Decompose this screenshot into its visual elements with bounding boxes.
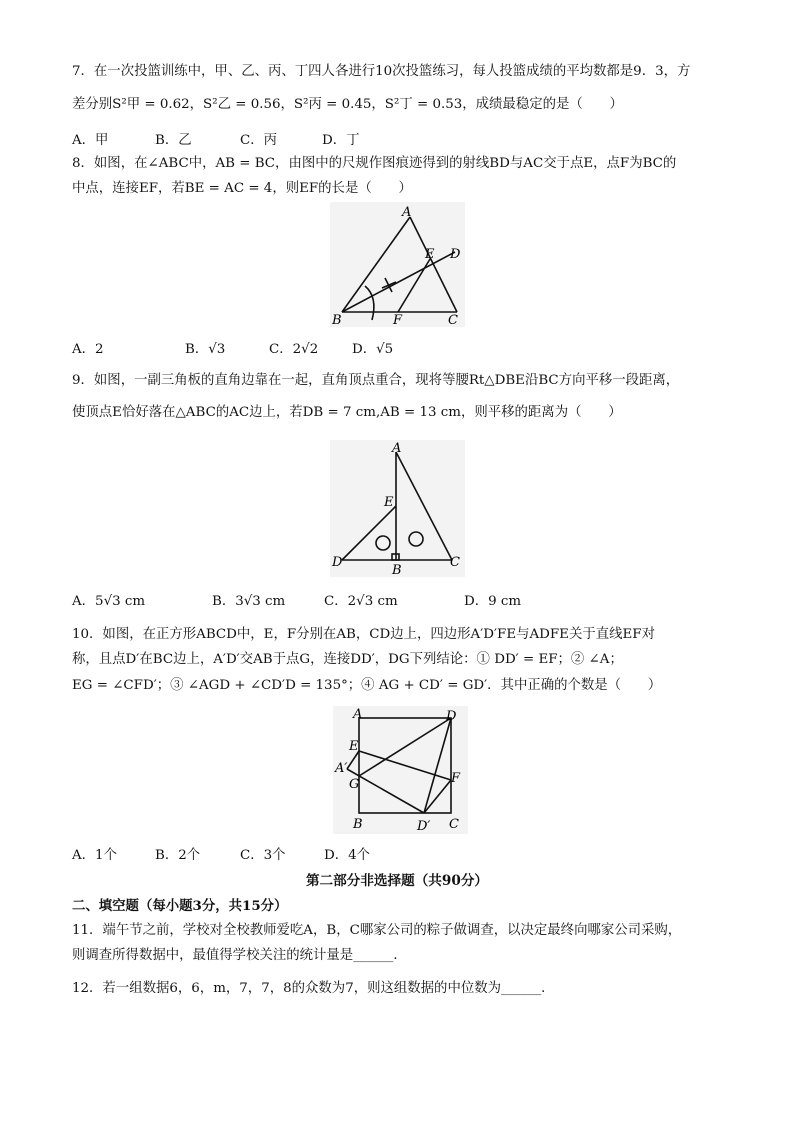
section2-title: 二、填空题（每小题3分，共15分） [72,898,288,914]
q8-label-c: C [448,313,458,327]
q10-label-a-prime: A′ [335,761,348,776]
q8-option-d: D．√5 [352,342,394,357]
q10-label-c: C [449,817,459,832]
q10-label-e: E [349,739,359,754]
q9-option-c: C．2√3 cm [324,594,398,609]
q7-line1: 7．在一次投篮训练中，甲、乙、丙、丁四人各进行10次投篮练习，每人投篮成绩的平均数都是9．3，方 [72,64,691,79]
q10-label-b: B [353,817,363,832]
q10-label-d-prime: D′ [417,819,431,834]
q7-option-c: C．丙 [240,133,278,148]
q12-line1: 12．若一组数据6，6，m，7，7，8的众数为7，则这组数据的中位数为______． [72,981,555,996]
q9-label-b: B [392,563,402,577]
q7-option-a: A．甲 [72,133,109,148]
q10-label-a: A [353,707,363,722]
q8-option-a: A．2 [72,342,104,357]
q9-figure [330,440,465,577]
q10-option-c: C．3个 [240,848,286,863]
q9-option-b: B．3√3 cm [212,594,286,609]
q9-option-a: A．5√3 cm [72,594,146,609]
q11-line1: 11．端午节之前，学校对全校教师爱吃A，B，C哪家公司的粽子做调查，以决定最终向哪家公司采购， [72,923,682,938]
q9-label-d: D [332,555,343,570]
q10-option-d: D．4个 [324,848,371,863]
q8-label-e: E [425,247,435,262]
q8-label-d: D [450,247,461,262]
q8-option-c: C．2√2 [269,342,319,357]
q10-label-g: G [349,777,360,792]
q9-line1: 9．如图，一副三角板的直角边靠在一起，直角顶点重合，现将等腰Rt△DBE沿BC方向平移一段距离， [72,373,680,388]
q8-line1: 8．如图，在∠ABC中，AB = BC，由图中的尺规作图痕迹得到的射线BD与AC交于点E，点F为BC的 [72,156,677,171]
q10-label-d: D [446,709,457,724]
q8-label-a: A [402,205,412,220]
q10-line1: 10．如图，在正方形ABCD中，E，F分别在AB，CD边上，四边形A′D′FE与ADFE关于直线EF对 [72,627,655,642]
part2-title: 第二部分非选择题（共90分） [305,873,489,889]
q10-label-f: F [451,771,461,786]
q11-line2: 则调查所得数据中，最值得学校关注的统计量是______． [72,948,407,963]
q9-line2: 使顶点E恰好落在△ABC的AC边上，若DB = 7 cm,AB = 13 cm，则平移的距离为（ ） [72,405,622,420]
q9-label-c: C [450,555,460,570]
q10-line3: EG = ∠CFD′；③ ∠AGD + ∠CD′D = 135°；④ AG + CD′ = GD′．其中正确的个数是（ ） [72,678,662,693]
q8-line2: 中点，连接EF，若BE = AC = 4，则EF的长是（ ） [72,181,412,196]
q8-label-b: B [332,313,342,327]
q10-option-a: A．1个 [72,848,117,863]
q9-label-a: A [392,441,402,456]
q8-figure [330,202,465,327]
q7-option-d: D．丁 [322,133,360,148]
q7-option-b: B．乙 [155,133,192,148]
q9-label-e: E [384,495,394,510]
q9-option-d: D．9 cm [464,594,522,609]
q8-option-b: B．√3 [185,342,226,357]
q10-option-b: B．2个 [155,848,201,863]
q10-figure [333,706,468,834]
q8-label-f: F [393,313,403,327]
q7-line2: 差分别S²甲 = 0.62，S²乙 = 0.56，S²丙 = 0.45，S²丁 = 0.53，成绩最稳定的是（ ） [72,97,623,112]
q10-line2: 称，且点D′在BC边上，A′D′交AB于点G，连接DD′，DG下列结论：① DD′ = EF；② ∠A； [72,652,623,667]
